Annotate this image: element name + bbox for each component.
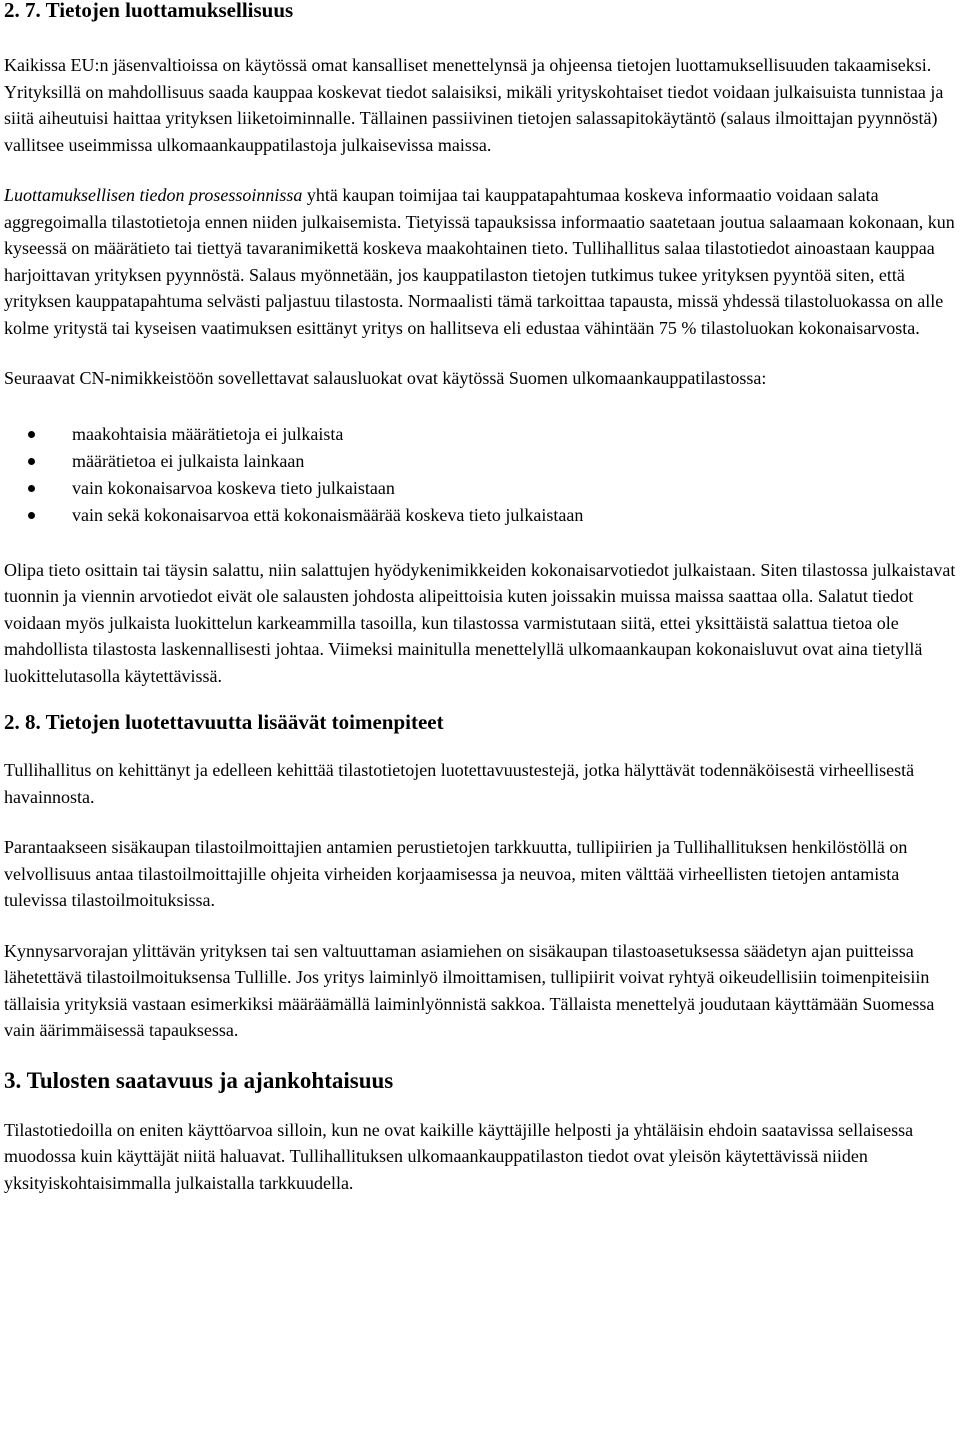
section-number: 2. 8.: [4, 710, 41, 735]
paragraph: [4, 182, 956, 341]
paragraph: Seuraavat CN-nimikkeistöön sovellettavat salausluokat ovat käytössä Suomen ulkomaankauppatilastossa:: [4, 368, 767, 388]
bullet-icon: [28, 512, 35, 519]
list-item-text: maakohtaisia määrätietoja ei julkaista: [72, 423, 344, 444]
paragraph: Kaikissa EU:n jäsenvaltioissa on käytössä omat kansalliset menettelynsä ja ohjeensa tietojen luottamuksellisuuden takaamiseksi. Yrityksillä on mahdollisuus saada kauppaa koskevat tiedot salaisiksi, mikäli yrityskohtaiset tiedot voidaan julkaisuista tunnistaa ja siitä aiheutuisi haittaa yrityksen liiketoiminnalle. Tällainen passiivinen tietojen salassapitokäytäntö (salaus ilmoittajan pyynnöstä) vallitsee useimmissa ulkomaankauppatilastoja julkaisevissa maissa.: [4, 55, 944, 155]
section-number: 3.: [4, 1067, 22, 1093]
list-item-text: vain kokonaisarvoa koskeva tieto julkaistaan: [72, 478, 395, 499]
list-item: [4, 502, 956, 529]
section-heading-2-7: [4, 0, 956, 23]
bullet-icon: [28, 485, 35, 492]
list-item: [4, 448, 956, 475]
section-title: Tietojen luotettavuutta lisäävät toimenpiteet: [45, 710, 444, 735]
bullet-icon: [28, 458, 35, 465]
bullet-icon: [28, 431, 35, 438]
paragraph: Parantaakseen sisäkaupan tilastoilmoittajien antamien perustietojen tarkkuutta, tullipiirien ja Tullihallituksen henkilöstöllä on velvollisuus antaa tilastoilmoittajille ohjeita virheiden korjaamisessa ja neuvoa, miten välttää virheellisten tietojen antamista tulevissa tilastoilmoituksissa.: [4, 837, 908, 911]
list-item-text: vain sekä kokonaisarvoa että kokonaismäärää koskeva tieto julkaistaan: [72, 505, 584, 526]
italic-term: Luottamuksellisen tiedon prosessoinnissa: [4, 185, 303, 205]
list-item-text: määrätietoa ei julkaista lainkaan: [72, 450, 305, 471]
bullet-list: [4, 421, 956, 530]
paragraph: Tullihallitus on kehittänyt ja edelleen kehittää tilastotietojen luotettavuustestejä, jotka hälyttävät todennäköisestä virheellisestä havainnosta.: [4, 760, 915, 807]
section-heading-3: [4, 1067, 956, 1095]
paragraph: Kynnysarvorajan ylittävän yrityksen tai sen valtuuttaman asiamiehen on sisäkaupan tilastoasetuksessa säädetyn ajan puitteissa lähetettävä tilastoilmoituksensa Tullille. Jos yritys laiminlyö ilmoittamisen, tullipiirit voivat ryhtyä oikeudellisiin toimenpiteisiin tällaisia yrityksiä vastaan esimerkiksi määräämällä laiminlyönnistä sakkoa. Tällaista menettelyä joudutaan käyttämään Suomessa vain äärimmäisessä tapauksessa.: [4, 940, 935, 1041]
section-heading-2-8: [4, 709, 956, 735]
paragraph: Tilastotiedoilla on eniten käyttöarvoa silloin, kun ne ovat kaikille käyttäjille helposti ja yhtäläisin ehdoin saatavissa sellaisessa muodossa kuin käyttäjät niitä haluavat. Tullihallituksen ulkomaankauppatilaston tiedot ovat yleisön käytettävissä niiden yksityiskohtaisimmalla julkaistalla tarkkuudella.: [4, 1119, 914, 1193]
section-title: Tulosten saatavuus ja ajankohtaisuus: [26, 1067, 394, 1093]
section-title: Tietojen luottamuksellisuus: [45, 0, 294, 22]
section-number: 2. 7.: [4, 0, 41, 22]
list-item: [4, 475, 956, 502]
document-page: [4, 0, 956, 1196]
list-item: [4, 421, 956, 448]
paragraph-text: yhtä kaupan toimijaa tai kauppatapahtumaa koskeva informaatio voidaan salata aggregoimalla tilastotietoja ennen niiden julkaisemista. Tietyissä tapauksissa informaatio saatetaan joutua salaamaan kokonaan, kun kyseessä on määrätieto tai tiettyä tavaranimikettä koskeva maakohtainen tieto. Tullihallitus salaa tilastotiedot ainoastaan kauppaa harjoittavan yrityksen pyynnöstä. Salaus myönnetään, jos kauppatilaston tietojen tutkimus tukee yrityksen pyyntöä siten, että yrityksen kauppatapahtuma selvästi paljastuu tilastosta. Normaalisti tämä tarkoittaa tapausta, missä yhdessä tilastoluokassa on alle kolme yritystä tai kyseisen vaatimuksen esittänyt yritys on hallitseva eli edustaa vähintään 75 % tilastoluokan kokonaisarvosta.: [4, 185, 955, 338]
paragraph: Olipa tieto osittain tai täysin salattu, niin salattujen hyödykenimikkeiden kokonaisarvotiedot julkaistaan. Siten tilastossa julkaistavat tuonnin ja viennin arvotiedot eivät ole salausten johdosta alipeittoisia kuten joissakin muissa maissa saattaa olla. Salatut tiedot voidaan myös julkaista luokittelun karkeammilla tasoilla, kun tilastossa varmistutaan siitä, ettei yksittäistä salattua tietoa ole mahdollista tilastosta laskennallisesti johtaa. Viimeksi mainitulla menettelyllä ulkomaankaupan kokonaisluvut ovat aina tietyllä luokittelutasolla käytettävissä.: [4, 559, 956, 686]
